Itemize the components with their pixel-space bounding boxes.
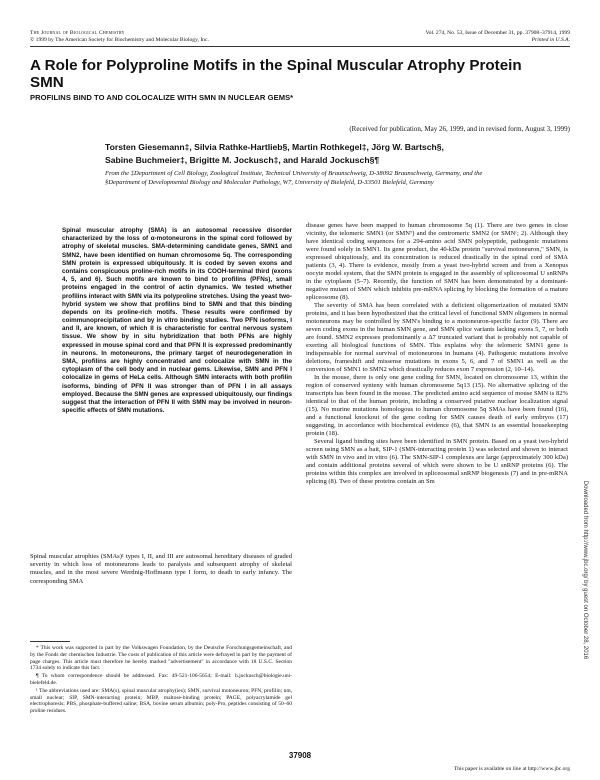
body-paragraph: Several ligand binding sites have been identified in SMN protein. Based on a yeast two-hybrid screen using SMN as a bait, SIP-1 (SMN-interacting protein 1) was selected and shown to interact with SMN in vivo and in vitro (6). The SMN-SIP-1 complexes are large (approximately 300 kDa) and contain additional proteins several of which were shown to be U snRNP proteins (6). The proteins within this complex are involved in spliceosomal snRNP biogenesis (7) and in pre-mRNA splicing (8). Two of these proteins contain an Sm [306,438,568,485]
header-rule [30,46,570,47]
article-title: A Role for Polyproline Motifs in the Spinal Muscular Atrophy Protein SMN [30,57,522,91]
footnotes [30,645,292,716]
page-number: 37908 [288,751,312,760]
right-column [306,222,568,486]
body-paragraph: disease genes have been mapped to human chromosome 5q (1). There are two genes in close vicinity, the telomeric SMN1 (or SMNᵀ) and the centromeric SMN2 (or SMNᶜ; 2). Although they have identical coding sequences for a 294-amino acid SMN polypeptide, pathogenic mutations were found solely in SMN1. Its gene product, the 40-kDa protein "survival motoneuron," SMN, is expressed ubiquitously, and its concentration is reduced drastically in the spinal cord of SMA patients (3, 4). There is evidence, mostly from a yeast two-hybrid screen and from a Xenopus oocyte model system, that the SMN protein is engaged in the assembly of spliceosomal U snRNPs in the cytoplasm (5–7). Recently, the function of SMN has been demonstrated by a dominant-negative mutant of SMN which inhibits pre-mRNA splicing by blocking the formation of a mature spliceosome (8). [306,222,568,301]
article-subtitle: PROFILINS BIND TO AND COLOCALIZE WITH SMN IN NUCLEAR GEMS* [30,93,294,102]
footnote-funding: * This work was supported in part by the Volkswagen Foundation, by the Deutsche Forschungsgemeinschaft, and by the Fonds der chemischen Industrie. The costs of publication of this article were defrayed in part by the payment of page charges. This article must therefore be hereby marked "advertisement" in accordance with 18 U.S.C. Section 1734 solely to indicate this fact. [30,645,292,672]
download-sidebar [580,390,590,750]
copyright-line: © 1999 by The American Society for Biochemistry and Molecular Biology, Inc. [30,37,209,43]
running-header-right [425,30,570,44]
volume-info: Vol. 274, No. 53, Issue of December 31, pp. 37908–37914, 1999 [425,30,570,36]
author-line-2: Sabine Buchmeier‡, Brigitte M. Jockusch‡, and Harald Jockusch§¶ [105,154,380,165]
abstract: Spinal muscular atrophy (SMA) is an autosomal recessive disorder characterized by the loss of α-motoneurons in the spinal cord followed by atrophy of skeletal muscles. SMA-determining candidate genes, SMN1 and SMN2, have been identified on human chromosome 5q. The corresponding SMN protein is expressed ubiquitously. It is coded by seven exons and contains conspicuous proline-rich motifs in its COOH-terminal third (exons 4, 5, and 6). Such motifs are known to bind to profilins (PFNs), small proteins engaged in the control of actin dynamics. We tested whether profilins interact with SMN via its polyproline stretches. Using the yeast two-hybrid system we show that profilins bind to SMN and that this binding depends on its proline-rich motifs. These results were confirmed by coimmunoprecipitation and by in vitro binding studies. Two PFN isoforms, I and II, are known, of which II is characteristic for central nervous system tissue. We show by in situ hybridization that both PFNs are highly expressed in mouse spinal cord and that PFN II is expressed predominantly in neurons. In motoneurons, the primary target of neurodegeneration in SMA, profilins are highly concentrated and colocalize with SMN in the cytoplasm of the cell body and in nuclear gems. Likewise, SMN and PFN I colocalize in gems of HeLa cells. Although SMN interacts with both profilin isoforms, binding of PFN II was stronger than of PFN I in all assays employed. Because the SMN genes are expressed ubiquitously, our findings suggest that the interaction of PFN II with SMN may be involved in neuron-specific effects of SMN mutations. [62,227,292,415]
download-note: Downloaded from http://www.jbc.org/ by guest on October 28, 2016 [582,480,588,660]
journal-name: The Journal of Biological Chemistry [30,30,125,36]
author-line-1: Torsten Giesemann‡, Silvia Rathke-Hartlieb§, Martin Rothkegel‡, Jörg W. Bartsch§, [105,142,444,152]
availability-note: This paper is available on line at http://www.jbc.org [453,766,570,772]
affiliations: From the ‡Department of Cell Biology, Zoological Institute, Technical University of Braunschweig, D-38092 Braunschweig, Germany, and the §Department of Developmental Biology and Molecular Pathology, W7, University of Bielefeld, D-33501 Bielefeld, Germany [105,170,483,186]
author-list [105,141,535,167]
introduction-paragraph: Spinal muscular atrophies (SMAs)¹ types I, II, and III are autosomal hereditary diseases of graded severity in which loss of motoneurons leads to paralysis and subsequent atrophy of skeletal muscles, and in the most severe Werdnig-Hoffmann type I form, to death in early infancy. The corresponding SMA [30,553,292,585]
running-header-left [30,30,209,44]
printed-in: Printed in U.S.A. [531,37,570,43]
body-paragraph: In the mouse, there is only one gene coding for SMN, located on chromosome 13, within the region of conserved synteny with human chromosome 5q13 (15). No alternative splicing of the transcripts has been found in the mouse. The predicted amino acid sequence of mouse SMN is 82% identical to that of the human protein, including a conserved putative nuclear localization signal (15). No murine mutations homologous to human chromosome 5q SMAs have been found (16), and a functional knockout of the gene coding for SMN causes death of early embryos (17) suggesting, in accordance with biochemical evidence (6), that SMN is an essential housekeeping protein (18). [306,374,568,437]
footnote-correspondence: ¶ To whom correspondence should be addressed. Fax: 49-521-106-5654; E-mail: h.jockusch@biologie.uni-bielefeld.de. [30,673,292,686]
body-paragraph: The severity of SMA has been correlated with a deficient oligomerization of mutated SMN proteins, and it has been hypothesized that the critical level of functional SMN oligomers in normal motoneurons may be controlled by SMN's binding to a motoneuron-specific factor (9). There are seven coding exons in the human SMN gene, and SMN splice variants lacking exons 5, 7, or both are found. SMN2 expresses predominantly a Δ7 truncated variant that is probably not capable of exerting all biological functions of SMN. This explains why the telomeric SMN1 gene is indispensable for normal survival of motoneurons in humans (4). Pathogenic mutations involve deletions, frameshift and missense mutations in exons 5, 6, and 7 of SMN1 as well as the conversion of SMN1 to SMN2 which drastically reduces exon 7 expression (2, 10–14). [306,302,568,373]
footnote-abbreviations: ¹ The abbreviations used are: SMA(s), spinal muscular atrophy(ies); SMN, survival motoneuron; PFN, profilin; nm, small nuclear; SIP, SMN-interacting protein; MBP, maltose-binding protein; PAGE, polyacrylamide gel electrophoresis; PBS, phosphate-buffered saline; BSA, bovine serum albumin; poly-Pro, peptides consisting of 50–60 proline residues. [30,687,292,715]
footnote-rule [30,641,70,642]
received-dates: (Received for publication, May 26, 1999, and in revised form, August 3, 1999) [349,125,570,133]
